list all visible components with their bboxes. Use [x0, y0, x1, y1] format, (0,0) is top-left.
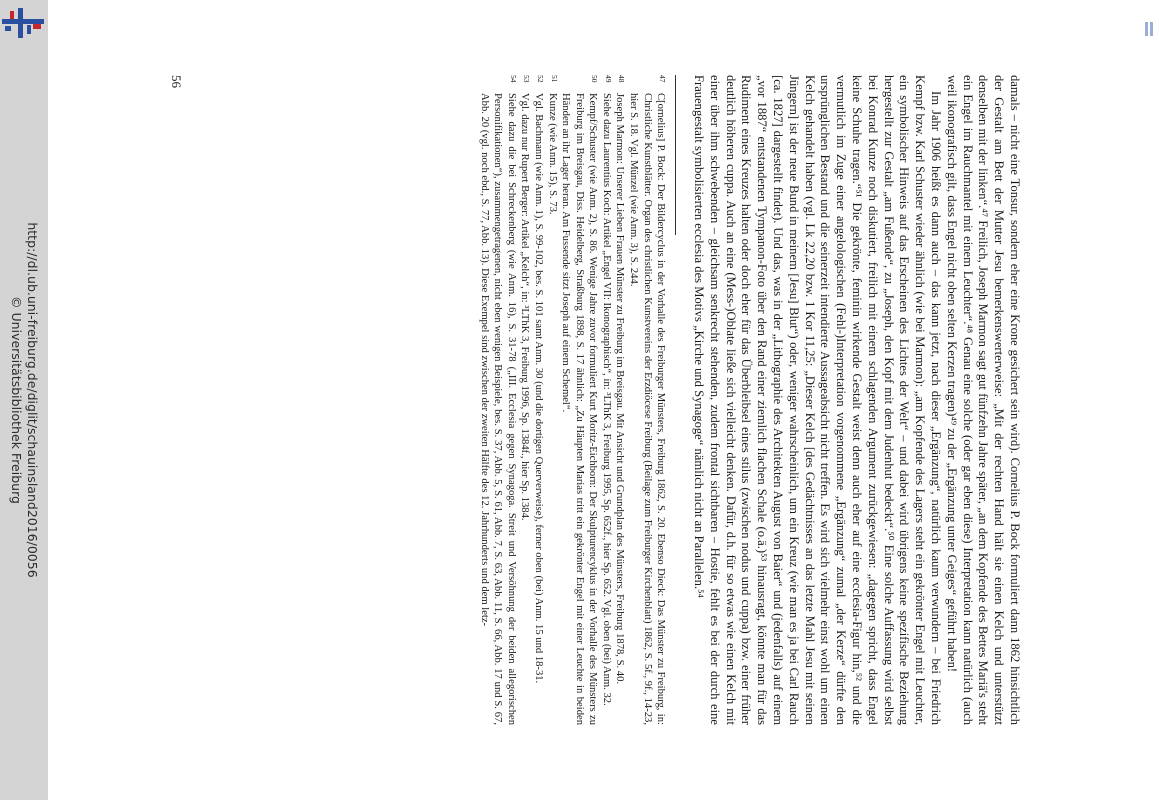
- footnote-number: 51: [549, 75, 559, 83]
- document-url-watermark: [8, 5, 40, 795]
- footnote-text: Vgl. dazu nur Rupert Berger: Artikel „Kelch“, in: ³LThK 3, Freiburg 1996, Sp. 1384f., hier Sp. 1384.: [519, 93, 531, 521]
- paragraph: Im Jahr 1906 heißt es dann auch – das kann jetzt, nach dieser „Ergänzung“, natürlich kaum verwundern – bei Friedrich Kempf bzw. Karl Schuster wieder ähnlich (wie bei Marmon): „am Kopfende des Lagers steht ein gekrönter Engel mit Leuchter, ein symbolischer Hinweis auf das Erscheinen des Lichtes der Welt“ – und dabei wird übrigens keine spezifische Beziehung hergestellt zur Gestalt „am Fußende“, zu „Joseph, den Kopf mit dem Judenhut bedeckt“.⁵⁰ Eine solche Auffassung wird selbst bei Konrad Kunze noch diskutiert, freilich mit einem schlagenden Argument zurückgewiesen: „dagegen spricht, dass Engel keine Schuhe tragen.“⁵¹ Die gekrönte, feminin wirkende Gestalt weist denn auch eher auf eine ecclesia-Figur hin,⁵² und die vermutlich im Zuge einer angelologischen (Fehl-)Interpretation vorgenommene „Ergänzung“ zumal „der Kerze“ dürfte den ursprünglichen Bestand und die seinerzeit intendierte Aussageabsicht nicht treffen. Es wird sich vielmehr einst wohl um einen Kelch gehandelt haben (vgl. Lk 22,20 bzw. 1 Kor 11,25: „Dieser Kelch [des Gedächtnisses an das letzte Mahl Jesu mit seinen Jüngern] ist der neue Bund in meinem [Jesu] Blut“) oder, weniger wahrscheinlich, um ein Kreuz (wie man es ja bei Carl Rauch [ca. 1827] dargestellt findet). Und das, was in der „Lithographie des Architekten August von Baier“ und (jedenfalls) auf einem „vor 1887“ entstandenen Tympanon-Foto über den Rand einer ziemlich flachen Schale (o.ä.)⁵³ hinausragt, könnte man für das Rudiment eines Kreuzes halten oder doch eher für das Überbleibsel eines stilus (zwischen nodus und cuppa) bzw. einer früher deutlich höheren cuppa. Auch an eine (Mess-)Oblate ließe sich vielleicht denken. Dafür, d.h. für so etwas wie einen Kelch mit einer über ihm schwebenden – gleichsam senkrecht stehenden, zudem frontal sichtbaren – Hostie, fehlt es bei der durch eine Frauengestalt symbolisierten ecclesia des Motivs „Kirche und Synagoge“ nämlich nicht an Parallelen.⁵⁴: [692, 75, 944, 725]
- footnote-number: 48: [617, 75, 627, 83]
- paragraph: damals – nicht eine Tonsur, sondern eher eine Krone gesichert sein wird). Cornelius P. Bock formuliert dann 1862 hinsichtlich der Gestalt am Bett der Mutter Jesu bemerkenswerterweise: „Mit der rechten Hand hält sie einen Kelch und unterstützt denselben mit der linken“.⁴⁷ Freilich, Joseph Marmon sagt gut fünfzehn Jahre später, „an dem Kopfende des Bettes Mariä's steht ein Engel im Rauchmantel mit einem Leuchter“.⁴⁸ Genau eine solche (oder gar eben diese) Interpretation kann natürlich (auch weil ikonografisch gilt, dass Engel nicht oben selten Kerzen tragen)⁴⁹ zu der „Ergänzung unter Geiges“ geführt haben!: [944, 75, 1022, 725]
- footnote: [477, 75, 518, 725]
- viewer-corner-mark: [1145, 20, 1155, 38]
- footnote: [545, 75, 559, 725]
- main-text-block: [690, 75, 1022, 725]
- footnote: [626, 75, 667, 725]
- footnote: [518, 75, 532, 725]
- footnote: [531, 75, 545, 725]
- footnote-number: 52: [535, 75, 545, 83]
- copyright-notice: © Universitätsbibliothek Freiburg: [9, 296, 24, 504]
- scanned-page: [160, 75, 1060, 725]
- footnote-text: Kempf/Schuster (wie Anm. 2), S. 86. Wenige Jahre zuvor formuliert Kurt Moritz-Eichborn: Der Skulpturencyklus in der Vorhalle des Münsters zu Freiburg im Breisgau, Diss. Heidelberg, Straßburg 1898, S. 17 ähnlich: „Zu Häupten Marias tritt ein gekrönter Engel mit einer Leuchte in beiden Händen an ihr Lager heran. Am Fussende sitzt Joseph auf einem Schemel“.: [560, 93, 599, 725]
- footnote: [559, 75, 600, 725]
- footnote-text: Siehe dazu die bei Schreckenberg (wie Anm. 16), S. 31-78 („III. Ecclesia gegen Synagoga. Streit und Versöhnung der beiden allegorischen Personifikationen“), zusammengetragenen, nicht eben wenigen Beispiele, bes. S. 37, Abb. 5, S. 61, Abb. 7, S. 63, Abb. 11, S. 66, Abb. 17 und S. 67, Abb. 20 (vgl. noch ebd., S. 77, Abb. 13). Diese Exempel sind zwischen der zweiten Hälfte des 12. Jahrhunderts und dem letz-: [478, 93, 517, 725]
- footnote-text: Kunze (wie Anm. 15), S. 73.: [546, 93, 558, 215]
- footnote-text: Vgl. Bachmann (wie Anm. 1), S. 99-102, bes. S. 101 samt Anm. 30 (und die dortigen Querverweise), ferner oben (bei) Anm. 15 und 18-31.: [532, 93, 544, 684]
- footnote-text: C[ornelius] P. Bock: Der Bildercyclus in der Vorhalle des Freiburger Münsters, Freiburg 1862, S. 20. Ebenso Dieck: Das Münster zu Freiburg, in: Christliche Kunstblätter. Organ des christlichen Kunstvereins der Erzdiöcese Freiburg (Beilage zum Freiburger Kirchenblatt) 1862, S. 5f., 9f., 14-23, hier S. 18. Vgl. Münzel (wie Anm. 3), S. 244.: [628, 93, 667, 725]
- footnote-number: 50: [590, 75, 600, 83]
- footnote-number: 53: [522, 75, 532, 83]
- footnote: [613, 75, 627, 725]
- footnotes: [477, 75, 667, 725]
- viewer-sidebar: [0, 0, 48, 800]
- footnote-number: 49: [603, 75, 613, 83]
- footnote-divider: [675, 75, 676, 235]
- footnote-number: 54: [508, 75, 518, 83]
- bracket-icon: [1145, 20, 1155, 38]
- footnote-text: Joseph Marmon: Unserer Lieben Frauen Münster zu Freiburg im Breisgau. Mit Ansicht und Grundplan des Münsters, Freiburg 1878, S. 40.: [614, 93, 626, 685]
- footnote: [599, 75, 613, 725]
- document-url[interactable]: http://dl.ub.uni-freiburg.de/diglit/schauinsland2016/0056: [25, 222, 40, 578]
- footnote-text: Siehe dazu Laurentius Koch: Artikel „Engel VII: Ikonographisch“, in: ³LThK 3, Freiburg 1995, Sp. 652f., hier Sp. 652. Vgl. oben (bei) Anm. 32.: [600, 93, 612, 706]
- footnote-number: 47: [658, 75, 668, 83]
- page-number: 56: [169, 75, 184, 88]
